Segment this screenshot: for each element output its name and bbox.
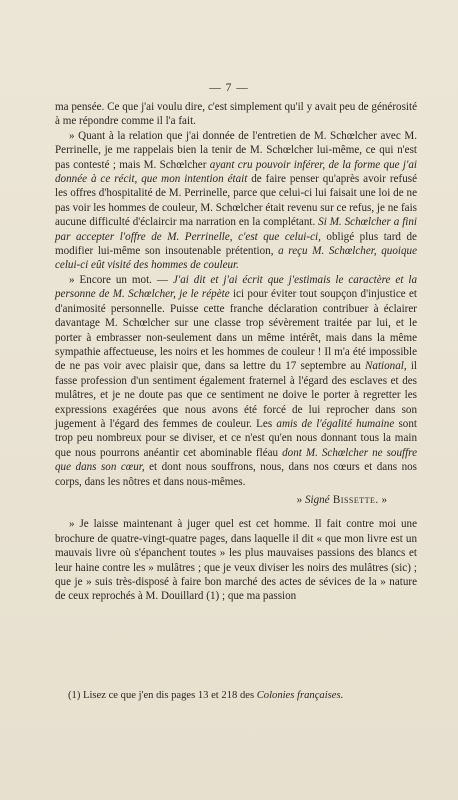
italic-span: a reçu M. Schœlcher, quoique celui-ci eût visité des hommes de couleur.: [55, 245, 417, 272]
signature-line: [55, 493, 417, 507]
text-span: »: [378, 493, 387, 506]
text-span: ici pour éviter tout soupçon d'injustice et d'animosité personnelle. Puisse cette franche déclaration contribuer à éclairer davantage M. Schœlcher sur une classe trop sévèrement traitée par lui, et le porter à embrasser non-seulement dans un même intérêt, mais dans la même sympathie affectueuse, les noirs et les hommes de couleur ! Il m'a été impossible de ne pas voir avec plaisir que, dans sa lettre du 17 septembre au: [55, 288, 418, 373]
page-number: — 7 —: [209, 82, 249, 94]
paragraph-3: [55, 273, 417, 489]
paragraph-2: [55, 129, 417, 273]
text-span: ma pensée. Ce que j'ai voulu dire, c'est simplement qu'il y avait peu de générosité à me répondre comme il l'a fait.: [55, 101, 417, 128]
italic-span: Si M. Schœlcher a fini par accepter l'offre de M. Perrinelle, c'est que celui-ci,: [55, 216, 417, 243]
italic-span: J'ai dit et j'ai écrit que j'estimais le caractère et la personne de M. Schœlcher, je le répète: [55, 273, 417, 301]
footnote-text: (1) Lisez ce que j'en dis pages 13 et 218 des: [68, 690, 257, 701]
paragraph-1: [55, 100, 417, 129]
footnote: [68, 689, 408, 702]
italic-span: ayant cru pouvoir inférer, de la forme que j'ai donnée à ce récit, que mon intention était: [55, 158, 417, 186]
text-span: , il fasse profession d'un sentiment également fraternel à l'égard des esclaves et des mulâtres, et je ne doute pas que ce sentiment ne doive le porter à regretter les expressions exagérées que nous avons été forcé de lui reprocher dans son jugement à l'égard des femmes de couleur. Les: [55, 360, 417, 430]
text-span: obligé plus tard de modifier lui-même son insoutenable prétention,: [55, 230, 417, 258]
text-span: » Quant à la relation que j'ai donnée de l'entretien de M. Schœlcher avec M. Perrinelle, je me rappelais bien la tenir de M. Schœlcher lui-même, ce qui n'est pas contesté ; mais M. Schœlcher: [55, 129, 417, 171]
text-span: et dont nous souffrons, nous, dans nos cœurs et dans nos corps, dans les nôtres et dans nous-mêmes.: [55, 461, 418, 488]
footnote-italic: Colonies françaises.: [256, 690, 344, 701]
text-span: sont trop peu nombreux pour se diviser, et ce n'est qu'en nous donnant tous la main que nous pourrons anéantir cet abominable fléau: [55, 417, 417, 459]
italic-span: dont M. Schœlcher ne souffre que dans son cœur,: [55, 446, 417, 474]
italic-span: National: [365, 360, 404, 373]
body-text: [55, 100, 417, 604]
italic-span: Signé: [304, 493, 330, 506]
text-span: » Encore un mot. —: [69, 273, 173, 286]
signature-name: Bissette.: [329, 493, 379, 506]
paragraph-4: [55, 517, 417, 603]
italic-span: amis de l'égalité humaine: [276, 417, 395, 430]
text-span: » Je laisse maintenant à juger quel est cet homme. Il fait contre moi une brochure de quatre-vingt-quatre pages, dans laquelle il dit « que mon livre est un mauvais livre où s'épanchent toutes » les plus mauvaises passions des blancs et leur haine contre les » mulâtres ; que je veux diviser les noirs des mulâtres (sic) ; que je » suis très-disposé à faire bon marché des actes de sévices de la » nature de ceux reprochés à M. Douillard (1) ; que ma passion: [55, 518, 417, 603]
text-span: de faire penser qu'après avoir refusé les offres d'hospitalité de M. Perrinelle, parce que celui-ci lui faisait une loi de ne pas voir les hommes de couleur, M. Schœlcher était revenu sur ce refus, je ne fais aucune difficulté d'éclaircir ma narration en la complétant.: [55, 173, 417, 229]
text-span: »: [296, 493, 305, 506]
